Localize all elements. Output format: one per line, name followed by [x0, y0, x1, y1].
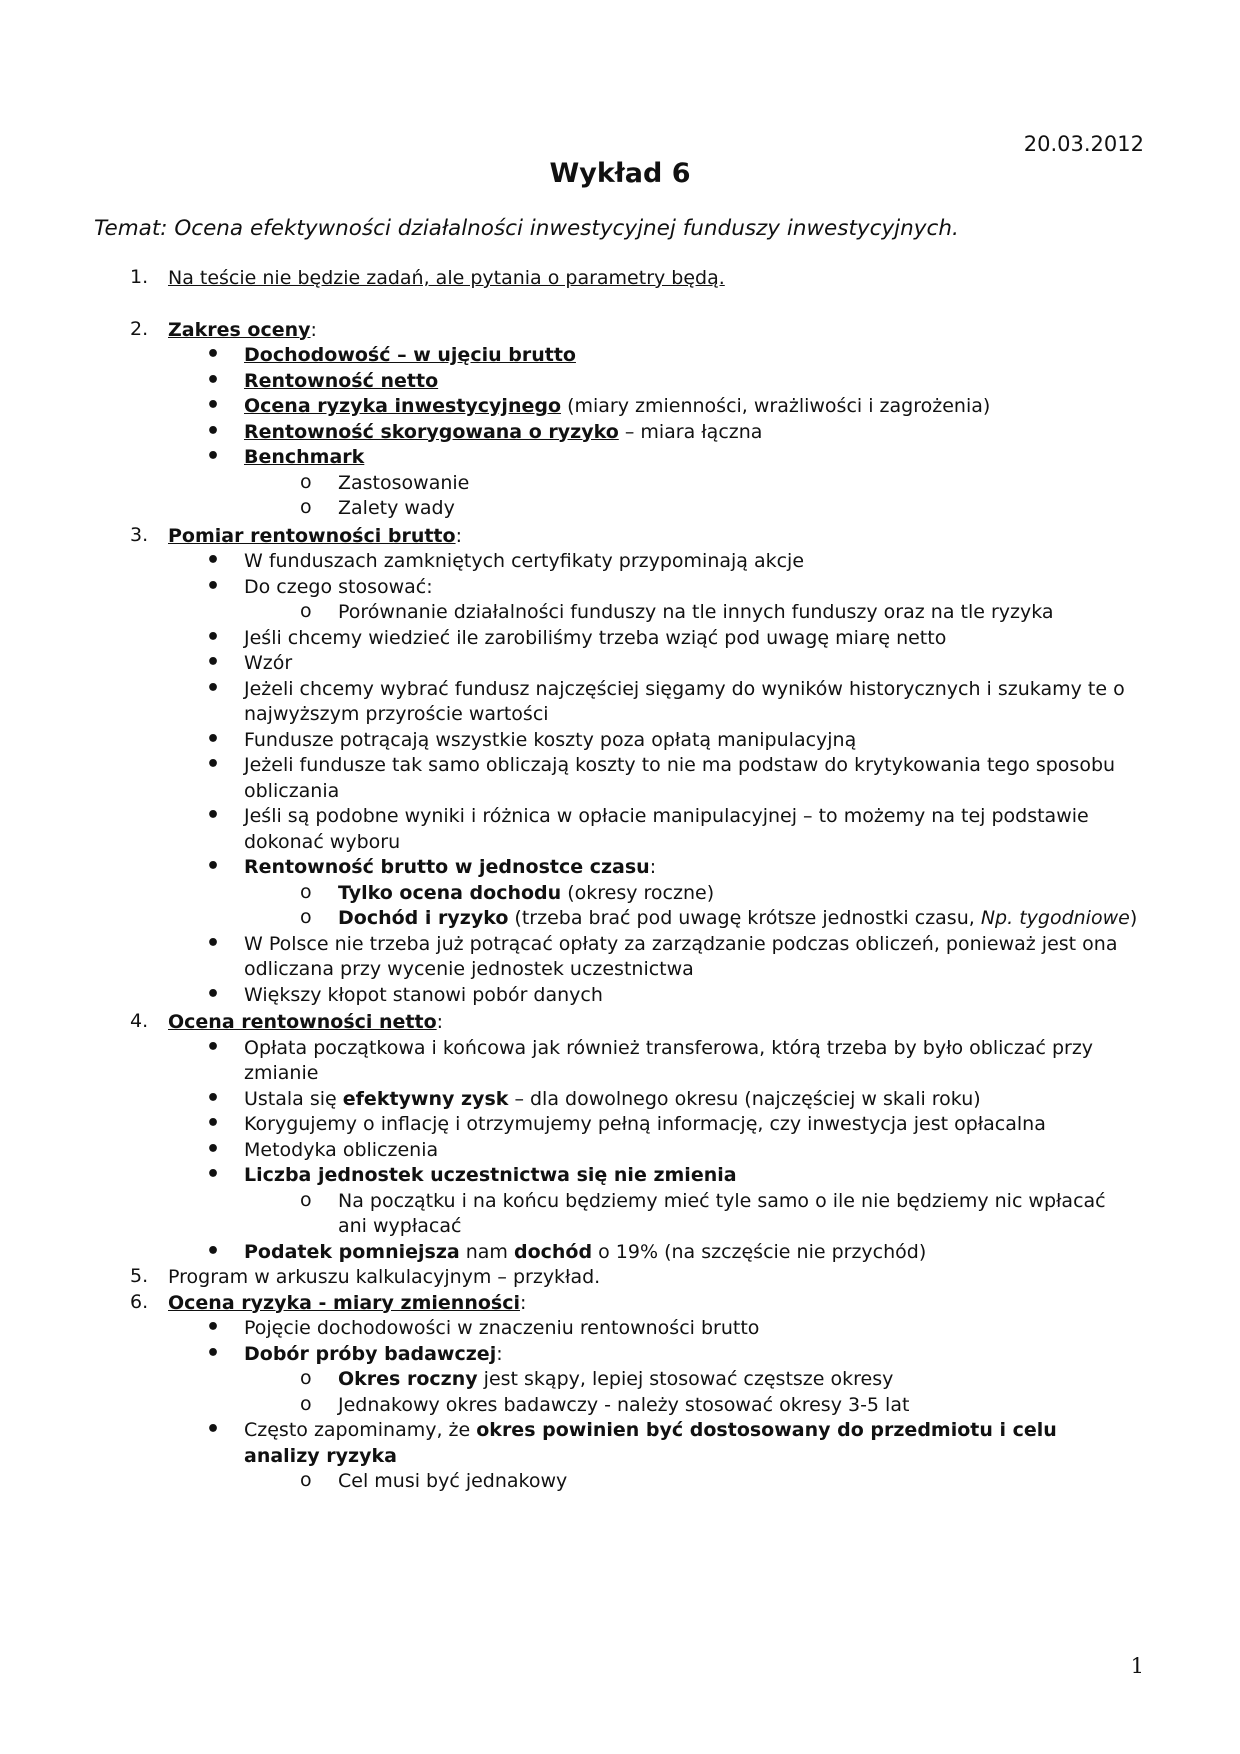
item-text: Dochodowość – w ujęciu brutto: [244, 344, 576, 366]
sub-item: [0, 881, 1240, 907]
page-number: 1: [1130, 1654, 1144, 1678]
bullet-icon: •: [206, 1162, 221, 1187]
bullet-icon: •: [206, 1034, 221, 1060]
item-text: Metodyka obliczenia: [244, 1138, 439, 1161]
item-text-bold: efektywny zysk: [342, 1087, 509, 1110]
item-text-bold: Podatek pomniejsza: [244, 1240, 460, 1263]
sub-item-rest: (okresy roczne): [561, 881, 715, 904]
circle-bullet-icon: o: [300, 1469, 312, 1491]
bullet-icon: •: [206, 981, 221, 1007]
section-number: 3.: [130, 523, 149, 546]
section-5: [0, 1265, 1240, 1291]
item-text-rest: – miara łączna: [618, 420, 763, 443]
bullet-icon: •: [206, 444, 221, 469]
circle-bullet-icon: o: [300, 1367, 312, 1389]
sub-item-bold: Okres roczny: [338, 1368, 478, 1390]
colon: :: [455, 524, 462, 547]
sub-item-bold: Dochód i ryzyko: [338, 907, 509, 929]
sub-item: [0, 496, 1240, 522]
item-text: Jeśli chcemy wiedzieć ile zarobiliśmy trzeba wziąć pod uwagę miarę netto: [244, 626, 947, 649]
bullet-icon: •: [206, 1340, 221, 1366]
sub-item-text: Zastosowanie: [338, 471, 470, 494]
bullet-icon: •: [206, 548, 221, 573]
list-item: [0, 549, 1240, 575]
bullet-icon: •: [206, 1111, 221, 1136]
item-text-bold: dochód: [513, 1240, 593, 1263]
list-item: [0, 983, 1240, 1009]
item-text: Większy kłopot stanowi pobór danych: [244, 983, 603, 1006]
item-text: Do czego stosować:: [244, 575, 433, 598]
list-item: [0, 651, 1240, 677]
bullet-icon: •: [206, 930, 221, 956]
item-text-pre: Ustala się: [244, 1087, 343, 1110]
item-text-rest: o 19% (na szczęście nie przychód): [592, 1240, 927, 1263]
bullet-icon: •: [206, 393, 221, 418]
list-item: [0, 1087, 1240, 1113]
circle-bullet-icon: o: [300, 1188, 312, 1211]
item-text: Jeżeli chcemy wybrać fundusz najczęściej sięgamy do wyników historycznych i szukamy te o najwyższym przyroście wartości: [244, 677, 1125, 725]
list-item: [0, 804, 1240, 855]
colon: :: [519, 1291, 527, 1314]
list-item: [0, 855, 1240, 881]
list-item: [0, 420, 1240, 446]
page-title: Wykład 6: [549, 158, 691, 189]
bullet-icon: •: [206, 418, 221, 444]
sub-item-text: Na początku i na końcu będziemy mieć tyle samo o ile nie będziemy nic wpłacać ani wypłacać: [338, 1189, 1106, 1237]
circle-bullet-icon: o: [300, 600, 312, 622]
bullet-icon: •: [206, 1085, 221, 1111]
colon: :: [310, 318, 317, 341]
circle-bullet-icon: o: [300, 1392, 312, 1415]
bullet-icon: •: [206, 1136, 221, 1162]
section-5-text: Program w arkuszu kalkulacyjnym – przykład.: [168, 1266, 601, 1288]
bullet-icon: •: [206, 624, 221, 650]
item-text: W funduszach zamkniętych certyfikaty przypominają akcje: [244, 550, 805, 572]
item-text: Jeśli są podobne wyniki i różnica w opłacie manipulacyjnej – to możemy na tej podstawie dokonać wyboru: [244, 805, 1089, 853]
list-item: [0, 369, 1240, 395]
sub-item-text: Zalety wady: [338, 497, 455, 519]
colon: :: [649, 856, 657, 878]
section-1-text: Na teście nie będzie zadań, ale pytania o parametry będą.: [168, 267, 725, 289]
circle-bullet-icon: o: [300, 880, 312, 903]
sub-item-rest: jest skąpy, lepiej stosować częstsze okresy: [477, 1368, 894, 1390]
list-item: [0, 626, 1240, 652]
item-text-bold: okres powinien być dostosowany do przedmiotu i celu analizy ryzyka: [244, 1419, 1057, 1467]
item-text: Rentowność brutto w jednostce czasu: [244, 856, 650, 878]
item-text: Pojęcie dochodowości w znaczeniu rentowności brutto: [244, 1317, 760, 1339]
section-heading: Zakres oceny: [168, 318, 311, 341]
list-item: [0, 1418, 1240, 1469]
section-number: 5.: [130, 1265, 149, 1287]
section-heading: Pomiar rentowności brutto: [168, 524, 456, 547]
circle-bullet-icon: o: [300, 470, 312, 493]
colon: :: [496, 1342, 503, 1365]
list-item: [0, 1112, 1240, 1138]
sub-item-rest: (trzeba brać pod uwagę krótsze jednostki czasu,: [508, 907, 981, 929]
list-item: [0, 677, 1240, 728]
section-number: 4.: [130, 1010, 149, 1032]
section-heading: Ocena ryzyka - miary zmienności: [168, 1291, 520, 1314]
section-2: [0, 318, 1240, 344]
circle-bullet-icon: o: [300, 496, 312, 518]
list-item: [0, 1342, 1240, 1368]
list-item: [0, 932, 1240, 983]
list-item: [0, 1138, 1240, 1164]
sub-item-text: Porównanie działalności funduszy na tle innych funduszy oraz na tle ryzyka: [338, 601, 1054, 623]
bullet-icon: •: [206, 803, 221, 828]
sub-item: [0, 1393, 1240, 1419]
bullet-icon: •: [206, 854, 221, 879]
sub-item: [0, 1189, 1240, 1240]
bullet-icon: •: [206, 342, 221, 367]
list-item: [0, 343, 1240, 369]
section-number: 1.: [130, 266, 149, 288]
list-item: [0, 753, 1240, 804]
list-item: [0, 1163, 1240, 1189]
list-item: [0, 394, 1240, 420]
sub-item: [0, 600, 1240, 626]
item-text: Rentowność netto: [244, 369, 439, 392]
sub-item: [0, 1469, 1240, 1495]
bullet-icon: •: [206, 1417, 221, 1442]
section-4: [0, 1010, 1240, 1036]
item-text-mid: nam: [459, 1240, 514, 1263]
item-text: Korygujemy o inflację i otrzymujemy pełną informację, czy inwestycja jest opłacalna: [244, 1113, 1046, 1135]
bullet-icon: •: [206, 1238, 221, 1264]
bullet-icon: •: [206, 367, 221, 393]
list-item: [0, 575, 1240, 601]
item-text: Benchmark: [244, 446, 365, 468]
sub-item-bold: Tylko ocena dochodu: [338, 881, 562, 904]
sub-item: [0, 471, 1240, 497]
lecture-notes: [0, 266, 1240, 1495]
item-text: Jeżeli fundusze tak samo obliczają koszty to nie ma podstaw do krytykowania tego sposobu obliczania: [244, 754, 1116, 802]
section-6: [0, 1291, 1240, 1317]
circle-bullet-icon: o: [300, 906, 312, 928]
list-item: [0, 1036, 1240, 1087]
date: 20.03.2012: [1023, 132, 1144, 156]
sub-item-end: ): [1129, 907, 1138, 929]
item-text-pre: Często zapominamy, że: [244, 1419, 477, 1441]
sub-item-italic: Np. tygodniowe: [980, 907, 1130, 929]
item-text: Opłata początkowa i końcowa jak również transferowa, którą trzeba by było obliczać przy zmianie: [244, 1036, 1094, 1084]
item-text-rest: (miary zmienności, wrażliwości i zagrożenia): [561, 395, 991, 417]
sub-item-text: Jednakowy okres badawczy - należy stosować okresy 3-5 lat: [338, 1393, 910, 1416]
bullet-icon: •: [206, 573, 221, 599]
list-item: [0, 445, 1240, 471]
section-heading: Ocena rentowności netto: [168, 1011, 437, 1033]
bullet-icon: •: [206, 675, 221, 701]
list-item: [0, 728, 1240, 754]
item-text: W Polsce nie trzeba już potrącać opłaty za zarządzanie podczas obliczeń, ponieważ jest ona odliczana przy wycenie jednostek uczestnictwa: [244, 932, 1118, 980]
item-text: Rentowność skorygowana o ryzyko: [244, 420, 619, 443]
section-1: [0, 266, 1240, 292]
bullet-icon: •: [206, 1315, 221, 1340]
sub-item: [0, 1367, 1240, 1393]
item-text: Liczba jednostek uczestnictwa się nie zmienia: [244, 1164, 737, 1186]
section-number: 6.: [130, 1290, 149, 1313]
list-item: [0, 1316, 1240, 1342]
section-number: 2.: [130, 317, 149, 340]
section-3: [0, 524, 1240, 550]
sub-item-text: Cel musi być jednakowy: [338, 1470, 568, 1492]
topic: Temat: Ocena efektywności działalności inwestycyjnej funduszy inwestycyjnych.: [94, 216, 959, 241]
bullet-icon: •: [206, 650, 221, 675]
item-text: Dobór próby badawczej: [244, 1342, 497, 1365]
bullet-icon: •: [206, 752, 221, 777]
item-text: Fundusze potrącają wszystkie koszty poza opłatą manipulacyjną: [244, 728, 857, 751]
bullet-icon: •: [206, 726, 221, 752]
sub-item: [0, 906, 1240, 932]
item-text: Wzór: [244, 652, 293, 674]
list-item: [0, 1240, 1240, 1266]
item-text: Ocena ryzyka inwestycyjnego: [244, 395, 562, 417]
colon: :: [436, 1011, 444, 1033]
item-text-rest: – dla dowolnego okresu (najczęściej w skali roku): [508, 1087, 981, 1110]
